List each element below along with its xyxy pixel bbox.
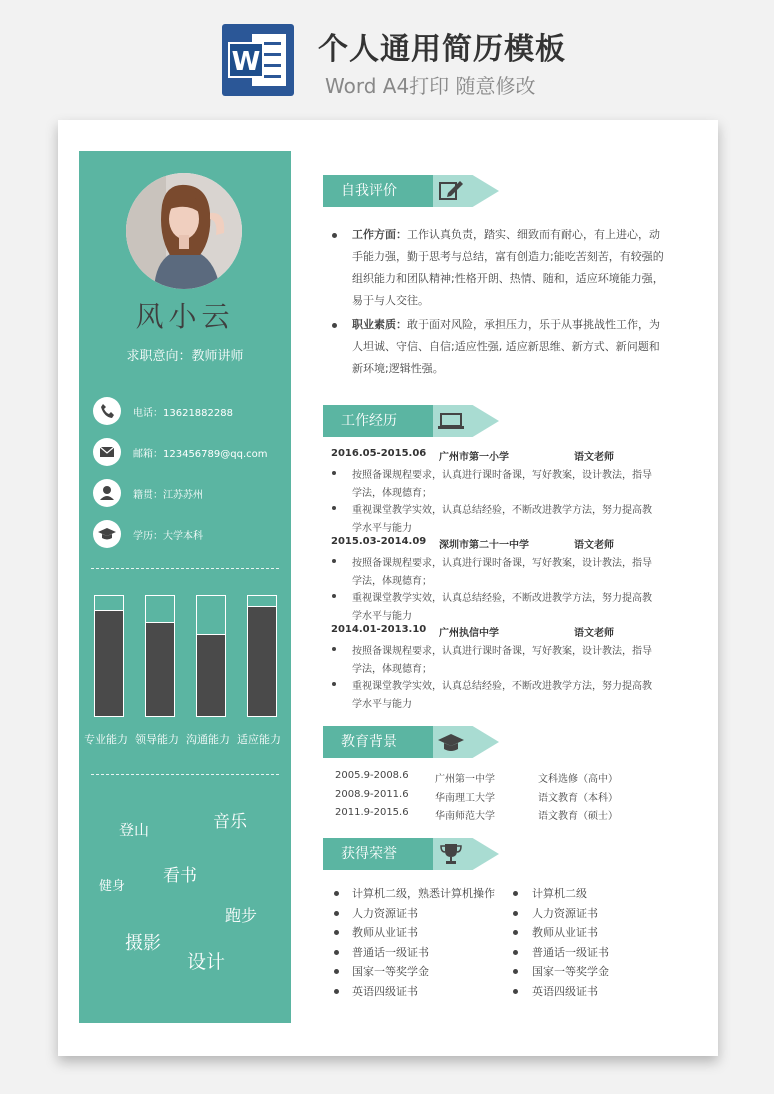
contact-email: [93, 438, 283, 466]
laptop-icon: [436, 409, 466, 433]
award-item: 普通话一级证书: [532, 945, 609, 959]
banner-title: 个人通用简历模板: [318, 32, 566, 67]
job-role: 语文老师: [574, 540, 614, 551]
hobby-item: 音乐: [213, 812, 247, 832]
section-title: 工作经历: [323, 405, 433, 437]
bullet-dot: [332, 471, 336, 475]
edu-major: 语文教育（本科）: [538, 792, 618, 804]
bullet-dot: [513, 891, 518, 896]
trophy-icon: [436, 842, 466, 866]
award-item: 英语四级证书: [352, 984, 418, 998]
graduation-cap-icon: [436, 730, 466, 754]
self-eval-item: [352, 224, 682, 312]
self-eval-label: 职业素质：: [352, 318, 407, 331]
skill-bar: [145, 595, 175, 717]
bullet-dot: [334, 950, 339, 955]
bullet-dot: [332, 506, 336, 510]
award-item: 教师从业证书: [352, 926, 418, 939]
bullet-dot: [332, 682, 336, 686]
self-eval-line: 人坦诚、守信、自信;适应性强, 适应新思维、新方式、新问题和: [352, 340, 660, 353]
edu-school: 华南师范大学: [435, 811, 495, 822]
section-header-education: [323, 726, 499, 758]
bullet-dot: [334, 989, 339, 994]
hobby-item: 跑步: [225, 906, 258, 925]
edu-period: 2008.9-2011.6: [335, 788, 409, 800]
section-header-work: [323, 405, 499, 437]
hobby-item: 摄影: [125, 933, 161, 954]
self-eval-line: [352, 224, 682, 246]
award-item: 人力资源证书: [532, 906, 598, 920]
contact-phone-text: 电话：13621882288: [133, 408, 233, 419]
job-duty-line: 重视课堂教学实效，认真总结经验，不断改进教学方法，努力提高教: [352, 681, 652, 692]
skill-bar: [247, 595, 277, 717]
person-icon: [93, 479, 121, 507]
job-duty-line: 学水平与能力: [352, 610, 412, 622]
skill-label: 沟通能力: [186, 733, 230, 746]
award-item: 计算机二级: [532, 887, 587, 900]
bullet-dot: [513, 969, 518, 974]
skill-bar-fill: [95, 610, 123, 716]
job-duty-line: 学水平与能力: [352, 698, 412, 710]
profile-name: 风小云: [135, 300, 235, 333]
skill-label: 适应能力: [237, 733, 281, 746]
contact-hometown-text: 籍贯：江苏苏州: [133, 490, 203, 501]
bullet-dot: [513, 911, 518, 916]
bullet-dot: [334, 911, 339, 916]
edu-period: 2011.9-2015.6: [335, 807, 409, 818]
award-item: 计算机二级，熟悉计算机操作: [352, 887, 495, 900]
skill-label: 领导能力: [135, 733, 179, 746]
graduation-cap-icon: [93, 520, 121, 548]
section-title: 自我评价: [323, 175, 433, 207]
self-eval-line: 易于与人交往。: [352, 294, 429, 307]
skill-bar-fill: [197, 634, 225, 716]
contact-degree-text: 学历：大学本科: [133, 531, 203, 542]
hobby-item: 看书: [163, 866, 197, 886]
award-item: 普通话一级证书: [352, 945, 429, 959]
edu-major: 文科选修（高中）: [538, 774, 618, 785]
divider: [91, 774, 279, 775]
job-duty-line: 学法，体现德育；: [352, 575, 432, 587]
bullet-dot: [513, 950, 518, 955]
word-icon-letter: W: [228, 42, 264, 78]
self-eval-line: 新环境;逻辑性强。: [352, 362, 444, 375]
bullet-dot: [332, 233, 337, 238]
bullet-dot: [334, 969, 339, 974]
resume-page: [58, 120, 718, 1056]
award-item: 人力资源证书: [352, 906, 418, 920]
job-duty-line: 学水平与能力: [352, 522, 412, 534]
edu-school: 广州第一中学: [435, 774, 495, 785]
self-eval-text: 敢于面对风险，承担压力，乐于从事挑战性工作，为: [407, 318, 660, 331]
banner-subtitle: Word A4打印 随意修改: [325, 74, 536, 98]
bullet-dot: [332, 323, 337, 328]
skill-bar: [196, 595, 226, 717]
skill-bar: [94, 595, 124, 717]
job-company: 广州市第一小学: [439, 452, 509, 463]
bullet-dot: [332, 559, 336, 563]
section-title: 获得荣誉: [323, 838, 433, 870]
section-header-awards: [323, 838, 499, 870]
self-eval-item: [352, 314, 682, 380]
job-duty-line: 按照备课规程要求，认真进行课时备课，写好教案，设计教法，指导: [352, 646, 652, 657]
contact-hometown: [93, 479, 283, 507]
job-role: 语文老师: [574, 628, 614, 639]
avatar: [126, 173, 242, 289]
award-item: 英语四级证书: [532, 984, 598, 998]
self-eval-line: 组织能力和团队精神;性格开朗、热情、随和，适应环境能力强，: [352, 272, 664, 285]
job-duty-line: 学法，体现德育；: [352, 663, 432, 675]
section-title: 教育背景: [323, 726, 433, 758]
contact-phone: [93, 397, 283, 425]
skill-bar-fill: [248, 606, 276, 716]
section-header-self-eval: [323, 175, 499, 207]
contact-email-text: 邮箱：123456789@qq.com: [133, 449, 268, 460]
self-eval-line: [352, 314, 682, 336]
award-item: 国家一等奖学金: [352, 965, 429, 978]
self-eval-label: 工作方面：: [352, 228, 407, 241]
edu-school: 华南理工大学: [435, 792, 495, 804]
edu-period: 2005.9-2008.6: [335, 770, 409, 781]
bullet-dot: [513, 989, 518, 994]
bullet-dot: [332, 594, 336, 598]
skill-bar-fill: [146, 622, 174, 716]
job-duty-line: 学法，体现德育；: [352, 487, 432, 499]
award-item: 教师从业证书: [532, 926, 598, 939]
job-company: 广州执信中学: [439, 628, 499, 639]
job-role: 语文老师: [574, 452, 614, 463]
job-period: 2016.05-2015.06: [331, 448, 427, 459]
job-period: 2015.03-2014.09: [331, 536, 427, 547]
bullet-dot: [334, 891, 339, 896]
job-duty-line: 按照备课规程要求，认真进行课时备课，写好教案，设计教法，指导: [352, 470, 652, 481]
self-eval-text: 工作认真负责，踏实、细致而有耐心，有上进心，动: [407, 228, 660, 241]
divider: [91, 568, 279, 569]
skill-label: 专业能力: [84, 733, 128, 746]
sidebar: [79, 151, 291, 1023]
job-intent: 求职意向：教师讲师: [126, 349, 244, 364]
hobby-item: 健身: [99, 879, 126, 894]
contact-degree: [93, 520, 283, 548]
bullet-dot: [332, 647, 336, 651]
award-item: 国家一等奖学金: [532, 965, 609, 978]
self-eval-line: 手能力强，勤于思考与总结，富有创造力;能吃苦刻苦，有较强的: [352, 250, 664, 263]
edit-icon: [436, 179, 466, 203]
hobby-item: 登山: [119, 821, 150, 839]
job-period: 2014.01-2013.10: [331, 624, 427, 635]
job-duty-line: 重视课堂教学实效，认真总结经验，不断改进教学方法，努力提高教: [352, 505, 652, 516]
bullet-dot: [513, 930, 518, 935]
job-duty-line: 重视课堂教学实效，认真总结经验，不断改进教学方法，努力提高教: [352, 593, 652, 604]
hobby-item: 设计: [187, 951, 226, 973]
edu-major: 语文教育（硕士）: [538, 811, 618, 822]
job-company: 深圳市第二十一中学: [439, 540, 529, 551]
mail-icon: [93, 438, 121, 466]
job-duty-line: 按照备课规程要求，认真进行课时备课，写好教案，设计教法，指导: [352, 558, 652, 569]
phone-icon: [93, 397, 121, 425]
banner: [0, 0, 774, 110]
bullet-dot: [334, 930, 339, 935]
word-icon: [222, 24, 294, 96]
